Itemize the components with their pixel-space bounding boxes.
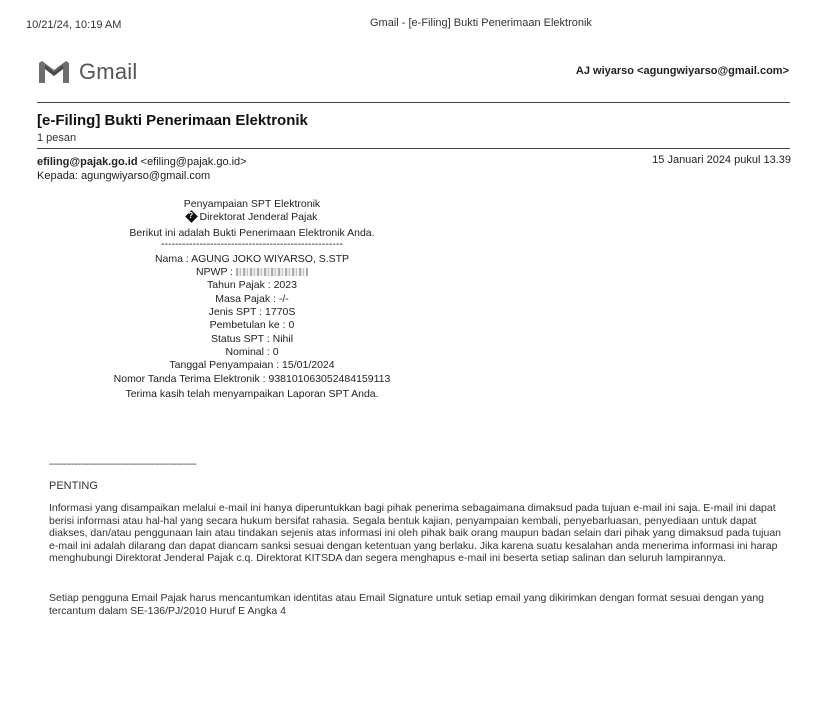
sender-line [37,156,247,168]
gmail-wordmark: Gmail [79,59,138,84]
gmail-m-icon [37,59,71,85]
receipt-intro: Berikut ini adalah Bukti Penerimaan Elektronik Anda. [129,226,375,239]
receipt-subheading-text: Direktorat Jenderal Pajak [199,211,318,224]
receipt-subheading [60,211,444,224]
message-date: 15 Januari 2024 pukul 13.39 [652,154,791,166]
receipt-closing: Terima kasih telah menyampaikan Laporan SPT Anda. [125,387,379,400]
field-tahun: Tahun Pajak : 2023 [207,279,297,292]
email-subject: [e-Filing] Bukti Penerimaan Elektronik [37,112,308,129]
account-identity: AJ wiyarso <agungwiyarso@gmail.com> [575,65,789,77]
recipient-line: Kepada: agungwiyarso@gmail.com [37,170,211,182]
field-ntte: Nomor Tanda Terima Elektronik : 938101063052484159113 [113,372,391,385]
print-datetime: 10/21/24, 10:19 AM [26,19,122,31]
field-nama: Nama : AGUNG JOKO WIYARSO, S.STP [154,252,350,265]
sender-email: <efiling@pajak.go.id> [140,156,247,168]
receipt-separator: ---------------------------------------------------- [161,237,343,250]
gmail-logo[interactable] [37,59,137,85]
signature-notice: Setiap pengguna Email Pajak harus mencantumkan identitas atau Email Signature untuk setiap email yang dikirimkan dengan format sesuai dengan yang tercantum dalam SE-136/PJ/2010 Huruf E Angka 4 [49,592,765,617]
divider [37,148,790,149]
field-jenis: Jenis SPT : 1770S [208,306,296,319]
disclaimer-paragraph: Informasi yang disampaikan melalui e-mail ini hanya diperuntukkan bagi pihak penerima sebagaimana dimaksud pada tujuan e-mail ini saja. E-mail ini dapat berisi informasi atau hal-hal yang secara hukum bersifat rahasia. Segala bentuk kajian, penyampaian kembali, penyebarluasan, penyediaan untuk dapat diakses, dan/atau penggunaan lain atau tindakan sejenis atas informasi ini oleh pihak baik orang maupun badan selain dari pihak yang dimaksud pada tujuan e-mail ini adalah dilarang dan dapat diancam sanksi sesuai dengan ketentuan yang berlaku. Jika karena suatu kesalahan anda menerima informasi ini harap menghubungi Direktorat Jenderal Pajak c.q. Direktorat KITSDA dan segera menghapus e-mail ini beserta setiap salinan dan seluruh lampirannya. [49,502,782,564]
footer-separator: ---------------------------------------------------- [49,459,197,470]
receipt-heading: Penyampaian SPT Elektronik [183,198,321,210]
field-status: Status SPT : Nihil [210,332,294,345]
field-pembetulan: Pembetulan ke : 0 [209,319,295,332]
message-count: 1 pesan [37,132,77,144]
npwp-redacted [236,268,308,276]
receipt-body [60,198,444,401]
replacement-char-icon [185,210,198,223]
field-masa: Masa Pajak : -/- [215,292,289,305]
print-page-title: Gmail - [e-Filing] Bukti Penerimaan Elektronik [370,17,592,29]
sender-name: efiling@pajak.go.id [37,156,138,168]
field-nominal: Nominal : 0 [225,345,279,358]
divider [37,102,790,103]
field-npwp-label: NPWP : [195,266,234,279]
penting-heading: PENTING [49,480,98,492]
field-npwp [60,266,444,279]
field-tanggal: Tanggal Penyampaian : 15/01/2024 [169,359,335,372]
